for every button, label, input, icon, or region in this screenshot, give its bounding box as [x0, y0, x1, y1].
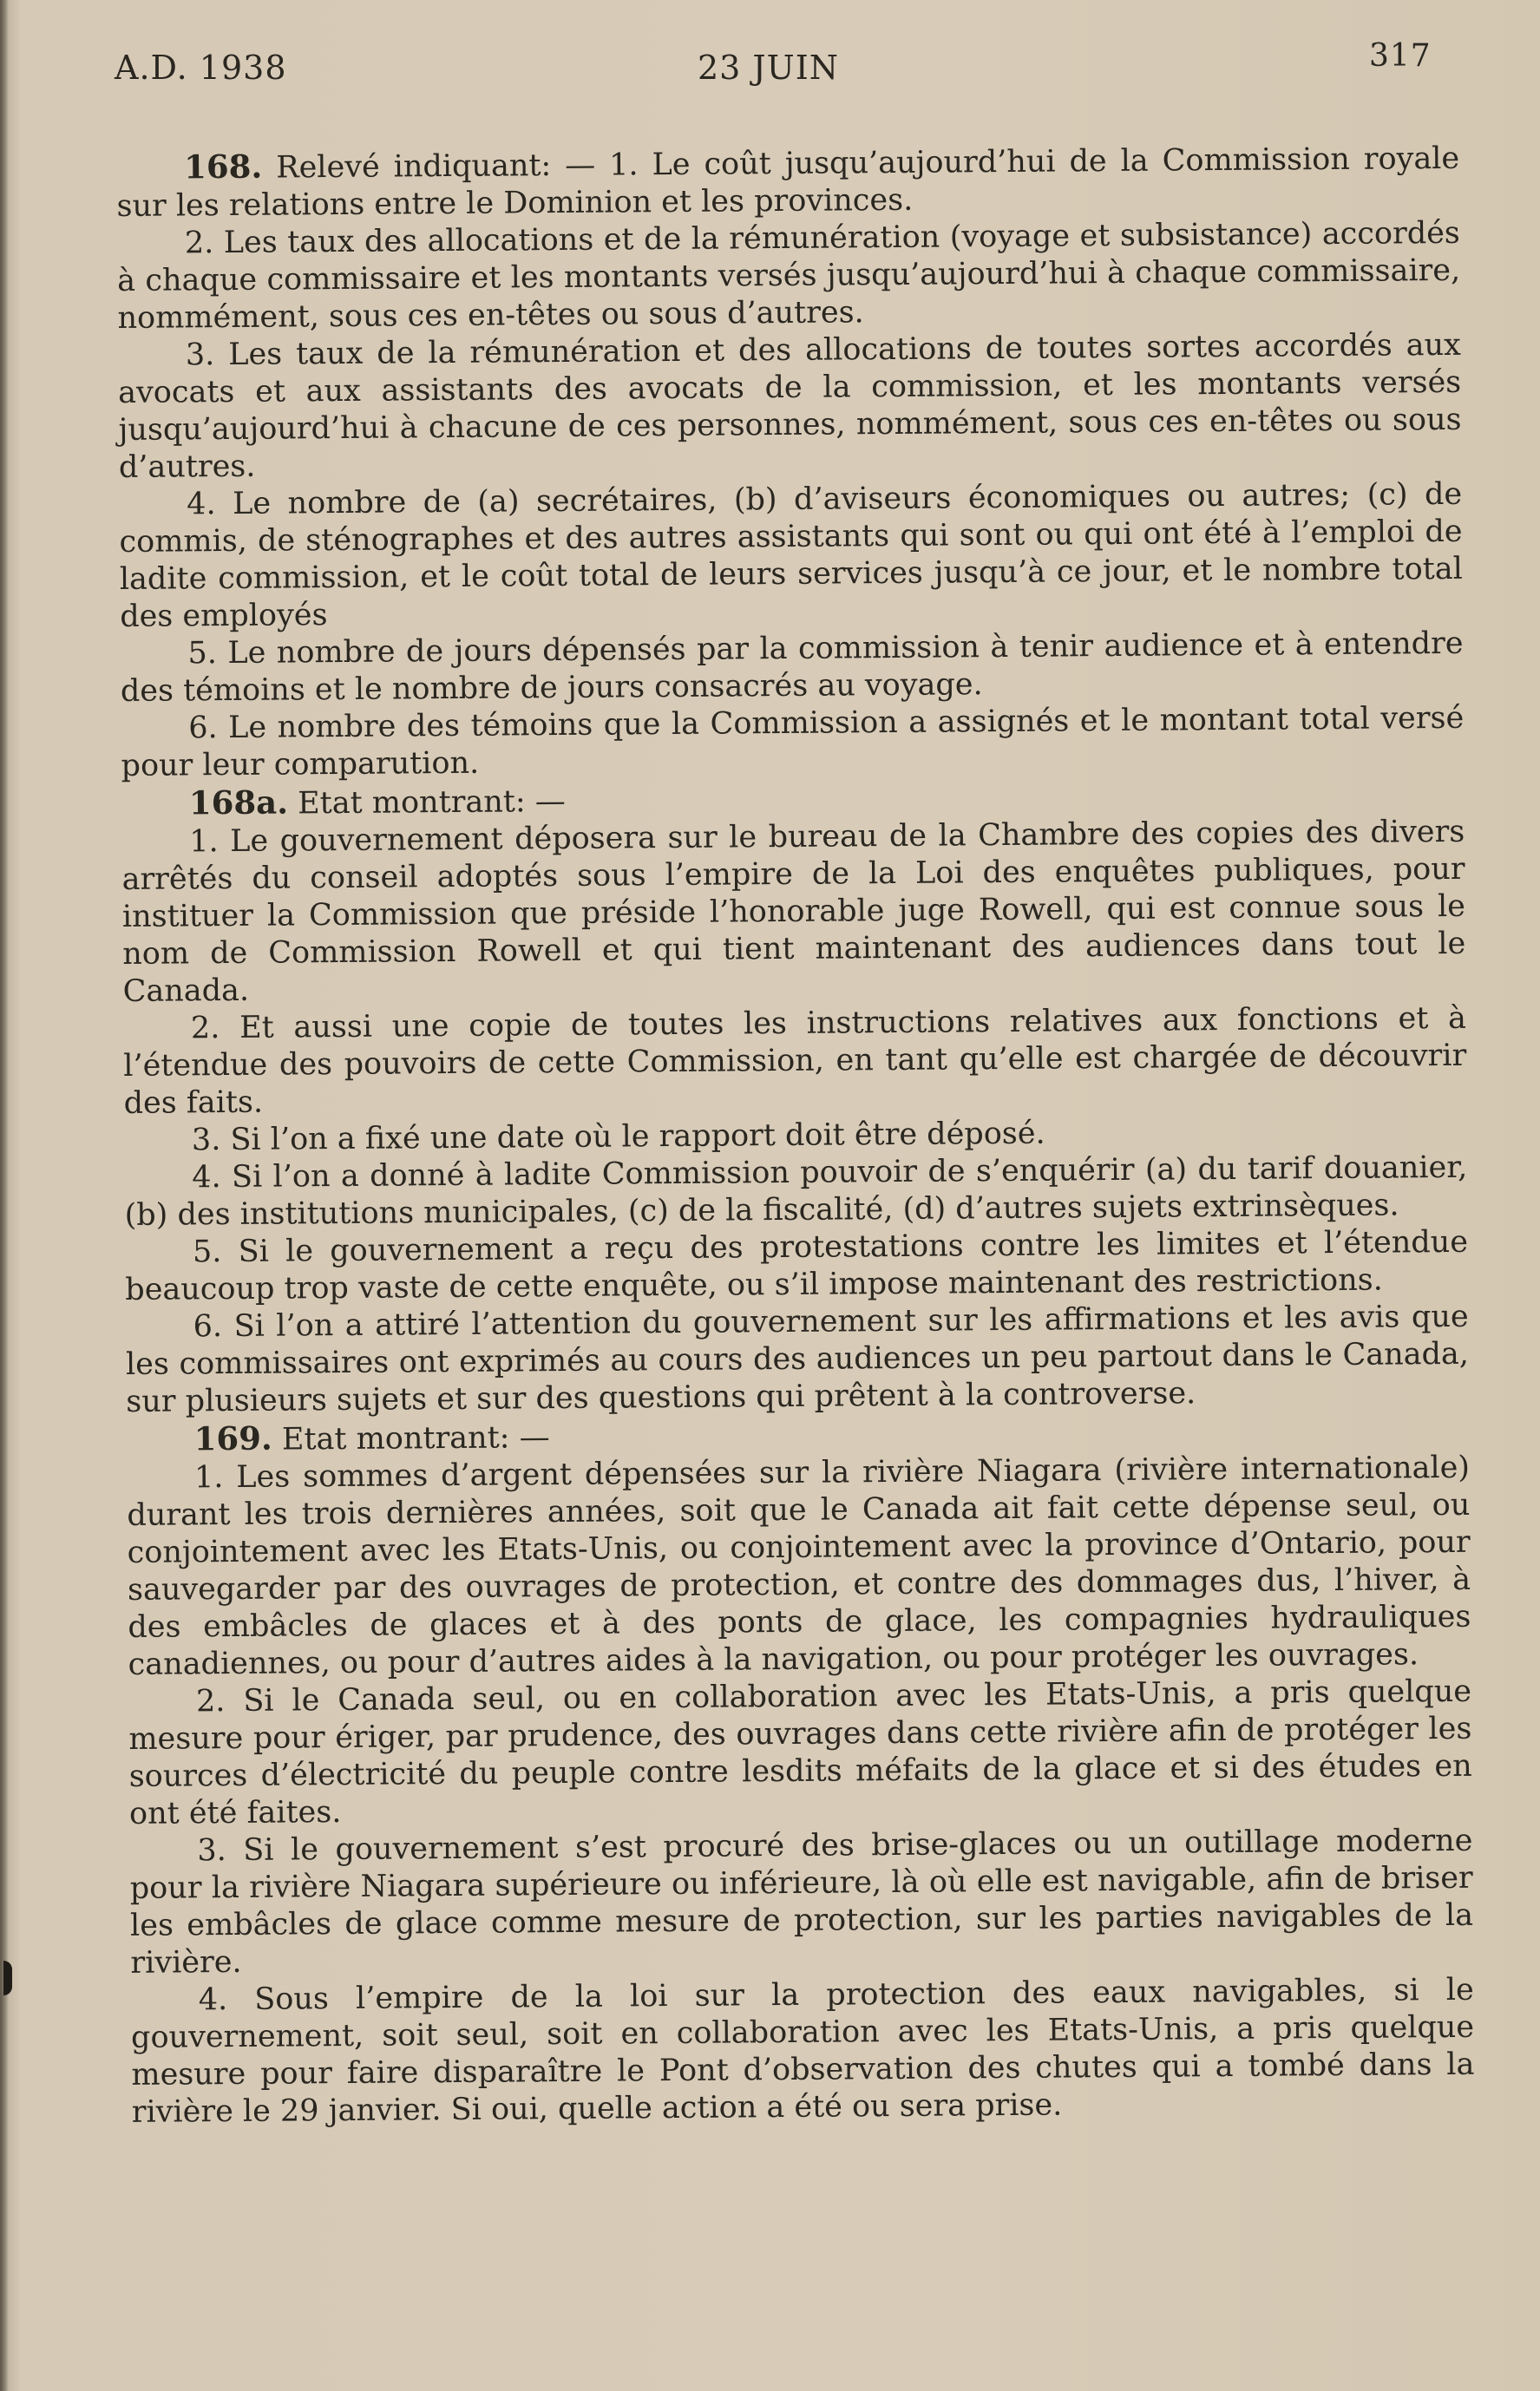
- entry-168-lead: [116, 139, 1460, 226]
- entry-169-item-3: 3. Si le gouvernement s’est procuré des brise-glaces ou un outillage moderne pour la rivière Niagara supérieure ou inférieure, là où elle est navigable, afin de briser les embâcles de glace comme mesure de protection, sur les parties navigables de la rivière.: [129, 1823, 1474, 1981]
- header-year: A.D. 1938: [115, 49, 287, 87]
- entry-168-item-5: 5. Le nombre de jours dépensés par la commission à tenir audience et à entendre des témoins et le nombre de jours consacrés au voyage.: [120, 626, 1464, 709]
- entry-169-item-1: 1. Les sommes d’argent dépensées sur la rivière Niagara (rivière internationale) durant les trois dernières années, soit que le Canada ait fait cette dépense seul, ou conjointement avec les Etats-Unis, ou conjointement avec la province d’Ontario, pour sauvegarder par des ouvrages de protection, et contre des dommages dus, l’hiver, à des embâcles de glaces et à des ponts de glace, les compagnies hydrauliques canadiennes, ou pour d’autres aides à la navigation, ou pour protéger les ouvrages.: [127, 1450, 1471, 1682]
- entry-168-item-3: 3. Les taux de la rémunération et des allocations de toutes sortes accordés aux avocats et aux assistants des avocats de la commission, et les montants versés jusqu’aujourd’hui à chacune de ces personnes, nommément, sous ces en-têtes ou sous d’autres.: [118, 327, 1462, 485]
- entry-168a-item-4: 4. Si l’on a donné à ladite Commission pouvoir de s’enquérir (a) du tarif douanier, (b) des institutions municipales, (c) de la fiscalité, (d) d’autres sujets extrinsèques.: [124, 1150, 1468, 1233]
- entry-169-item-4: 4. Sous l’empire de la loi sur la protection des eaux navigables, si le gouvernement, soit seul, soit en collaboration avec les Etats-Unis, a pris quelque mesure pour faire disparaître le Pont d’observation des chutes qui a tombé dans la rivière le 29 janvier. Si oui, quelle action a été ou sera prise.: [130, 1972, 1475, 2130]
- binding-notch: [3, 1961, 12, 1995]
- entry-168a-item-5: 5. Si le gouvernement a reçu des protestations contre les limites et l’étendue beaucoup trop vaste de cette enquête, ou s’il impose maintenant des restrictions.: [125, 1224, 1469, 1307]
- page-number: 317: [1369, 38, 1432, 74]
- entry-number: 168.: [183, 147, 263, 187]
- entry-168-item-2: 2. Les taux des allocations et de la rémunération (voyage et subsistance) accordés à chaque commissaire et les montants versés jusqu’aujourd’hui à chaque commissaire, nommément, sous ces en-têtes ou sous d’autres.: [117, 215, 1461, 336]
- entry-168a-item-2: 2. Et aussi une copie de toutes les instructions relatives aux fonctions et à l’étendue des pouvoirs de cette Commission, en tant qu’elle est chargée de découvrir des faits.: [123, 1000, 1467, 1121]
- header-date: 23 JUIN: [698, 49, 839, 87]
- entry-168a-item-3: 3. Si l’on a fixé une date où le rapport doit être déposé.: [191, 1116, 1045, 1158]
- entry-lead-text: Etat montrant: —: [298, 783, 566, 822]
- entry-lead-text: Etat montrant: —: [281, 1420, 550, 1458]
- entry-168a-item-1: 1. Le gouvernement déposera sur le bureau de la Chambre des copies des divers arrêtés du conseil adoptés sous l’empire de la Loi des enquêtes publiques, pour instituer la Commission que préside l’honorable juge Rowell, qui est connue sous le nom de Commission Rowell et qui tient maintenant des audiences dans tout le Canada.: [121, 814, 1466, 1009]
- entry-168-item-4: 4. Le nombre de (a) secrétaires, (b) d’aviseurs économiques ou autres; (c) de commis, de sténographes et des autres assistants qui sont ou qui ont été à l’emploi de ladite commission, et le coût total de leurs services jusqu’à ce jour, et le nombre total des employés: [119, 476, 1464, 634]
- entry-168a-item-6: 6. Si l’on a attiré l’attention du gouvernement sur les affirmations et les avis que les commissaires ont exprimés au cours des audiences un peu partout dans le Canada, sur plusieurs sujets et sur des questions qui prêtent à la controverse.: [125, 1299, 1470, 1419]
- entry-168-item-6: 6. Le nombre des témoins que la Commission a assignés et le montant total versé pour leur comparution.: [121, 700, 1465, 783]
- entry-lead-text: Relevé indiquant: — 1. Le coût jusqu’aujourd’hui de la Commission royale sur les relations entre le Dominion et les provinces.: [116, 141, 1460, 224]
- entry-169-item-2: 2. Si le Canada seul, ou en collaboration avec les Etats-Unis, a pris quelque mesure pour ériger, par prudence, des ouvrages dans cette rivière afin de protéger les sources d’électricité du peuple contre lesdits méfaits de la glace et si des études en ont été faites.: [128, 1674, 1472, 1831]
- document-body: [116, 139, 1475, 2132]
- entry-number: 169.: [193, 1418, 272, 1458]
- binding-shadow: [0, 0, 9, 2391]
- entry-number: 168a.: [188, 783, 289, 822]
